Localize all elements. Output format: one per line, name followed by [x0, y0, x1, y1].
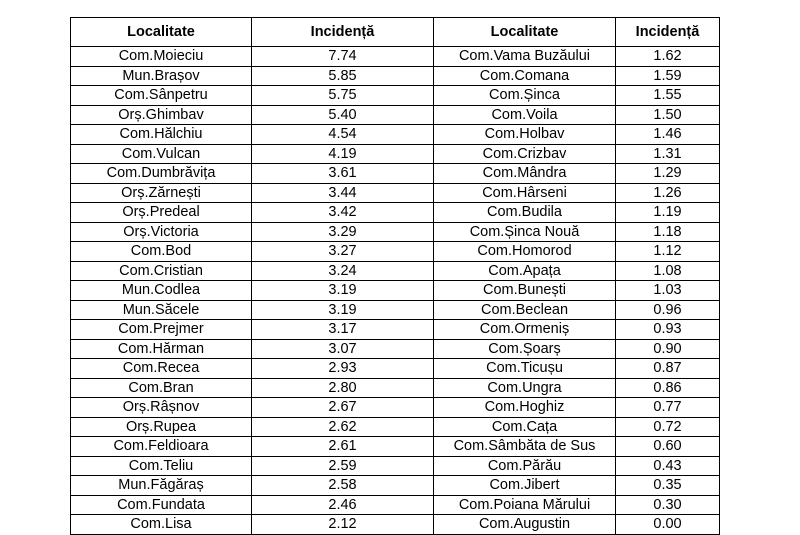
table-body-left [71, 47, 434, 535]
table-row [71, 164, 434, 184]
header-row [71, 18, 434, 47]
cell-incidenta: 1.18 [616, 222, 720, 242]
table-row [434, 144, 720, 164]
cell-incidenta: 2.80 [252, 378, 434, 398]
incidence-table-left [70, 17, 434, 535]
table-row [71, 125, 434, 145]
cell-incidenta: 2.46 [252, 495, 434, 515]
table-row [71, 86, 434, 106]
cell-incidenta: 3.61 [252, 164, 434, 184]
cell-localitate: Com.Hârseni [434, 183, 616, 203]
column-header-incidenta: Incidență [252, 18, 434, 47]
table-row [71, 222, 434, 242]
table-row [434, 203, 720, 223]
table-row [434, 300, 720, 320]
cell-incidenta: 3.29 [252, 222, 434, 242]
cell-incidenta: 0.43 [616, 456, 720, 476]
table-row [434, 66, 720, 86]
cell-localitate: Com.Apața [434, 261, 616, 281]
table-row [434, 183, 720, 203]
column-header-localitate: Localitate [434, 18, 616, 47]
cell-localitate: Com.Sâmbăta de Sus [434, 437, 616, 457]
column-header-localitate: Localitate [71, 18, 252, 47]
table-row [71, 476, 434, 496]
cell-localitate: Mun.Brașov [71, 66, 252, 86]
table-row [434, 105, 720, 125]
cell-incidenta: 3.42 [252, 203, 434, 223]
cell-incidenta: 0.90 [616, 339, 720, 359]
table-row [71, 203, 434, 223]
cell-localitate: Com.Voila [434, 105, 616, 125]
cell-incidenta: 3.07 [252, 339, 434, 359]
table-row [71, 242, 434, 262]
cell-incidenta: 3.44 [252, 183, 434, 203]
table-row [71, 515, 434, 535]
cell-incidenta: 0.30 [616, 495, 720, 515]
cell-localitate: Com.Hălchiu [71, 125, 252, 145]
cell-incidenta: 0.77 [616, 398, 720, 418]
cell-localitate: Com.Poiana Mărului [434, 495, 616, 515]
cell-localitate: Com.Vama Buzăului [434, 47, 616, 67]
cell-incidenta: 3.17 [252, 320, 434, 340]
cell-incidenta: 0.86 [616, 378, 720, 398]
cell-incidenta: 1.46 [616, 125, 720, 145]
cell-localitate: Com.Moieciu [71, 47, 252, 67]
table-row [434, 125, 720, 145]
column-header-incidenta: Incidență [616, 18, 720, 47]
table-row [71, 320, 434, 340]
cell-localitate: Com.Hoghiz [434, 398, 616, 418]
cell-incidenta: 0.35 [616, 476, 720, 496]
table-row [71, 66, 434, 86]
table-row [434, 261, 720, 281]
table-row [71, 437, 434, 457]
table-row [71, 281, 434, 301]
cell-localitate: Orș.Victoria [71, 222, 252, 242]
cell-incidenta: 0.93 [616, 320, 720, 340]
cell-localitate: Com.Sânpetru [71, 86, 252, 106]
cell-localitate: Com.Cristian [71, 261, 252, 281]
table-row [434, 339, 720, 359]
cell-incidenta: 5.75 [252, 86, 434, 106]
cell-incidenta: 7.74 [252, 47, 434, 67]
cell-localitate: Orș.Zărnești [71, 183, 252, 203]
table-row [71, 398, 434, 418]
cell-incidenta: 2.59 [252, 456, 434, 476]
cell-localitate: Com.Dumbrăvița [71, 164, 252, 184]
table-row [434, 47, 720, 67]
cell-localitate: Orș.Predeal [71, 203, 252, 223]
cell-incidenta: 1.55 [616, 86, 720, 106]
table-row [71, 495, 434, 515]
cell-localitate: Com.Budila [434, 203, 616, 223]
table-row [71, 339, 434, 359]
cell-localitate: Com.Ungra [434, 378, 616, 398]
cell-localitate: Com.Șinca [434, 86, 616, 106]
cell-incidenta: 2.62 [252, 417, 434, 437]
cell-localitate: Com.Șinca Nouă [434, 222, 616, 242]
cell-localitate: Com.Bunești [434, 281, 616, 301]
table-row [71, 47, 434, 67]
cell-localitate: Com.Augustin [434, 515, 616, 535]
cell-incidenta: 1.12 [616, 242, 720, 262]
cell-localitate: Com.Feldioara [71, 437, 252, 457]
header-row [434, 18, 720, 47]
cell-incidenta: 2.58 [252, 476, 434, 496]
cell-localitate: Com.Fundata [71, 495, 252, 515]
table-row [434, 456, 720, 476]
cell-localitate: Orș.Ghimbav [71, 105, 252, 125]
cell-incidenta: 1.29 [616, 164, 720, 184]
cell-localitate: Com.Ormeniș [434, 320, 616, 340]
table-row [434, 242, 720, 262]
table-row [71, 417, 434, 437]
cell-localitate: Com.Jibert [434, 476, 616, 496]
cell-incidenta: 2.12 [252, 515, 434, 535]
table-row [434, 222, 720, 242]
cell-incidenta: 2.67 [252, 398, 434, 418]
table-row [434, 398, 720, 418]
cell-localitate: Com.Lisa [71, 515, 252, 535]
cell-incidenta: 0.96 [616, 300, 720, 320]
cell-localitate: Com.Vulcan [71, 144, 252, 164]
table-row [434, 417, 720, 437]
cell-localitate: Com.Prejmer [71, 320, 252, 340]
cell-incidenta: 4.54 [252, 125, 434, 145]
cell-localitate: Com.Hărman [71, 339, 252, 359]
table-row [71, 378, 434, 398]
table-body-right [434, 47, 720, 535]
cell-incidenta: 1.31 [616, 144, 720, 164]
table-row [434, 281, 720, 301]
cell-incidenta: 0.72 [616, 417, 720, 437]
cell-incidenta: 3.24 [252, 261, 434, 281]
cell-incidenta: 2.61 [252, 437, 434, 457]
cell-incidenta: 3.27 [252, 242, 434, 262]
table-row [71, 456, 434, 476]
table-row [71, 300, 434, 320]
cell-incidenta: 2.93 [252, 359, 434, 379]
cell-localitate: Com.Homorod [434, 242, 616, 262]
cell-incidenta: 5.85 [252, 66, 434, 86]
cell-localitate: Com.Șoarș [434, 339, 616, 359]
table-row [71, 261, 434, 281]
cell-localitate: Com.Beclean [434, 300, 616, 320]
table-row [71, 105, 434, 125]
cell-localitate: Com.Mândra [434, 164, 616, 184]
cell-localitate: Mun.Codlea [71, 281, 252, 301]
cell-incidenta: 1.62 [616, 47, 720, 67]
cell-localitate: Com.Recea [71, 359, 252, 379]
cell-localitate: Com.Teliu [71, 456, 252, 476]
cell-incidenta: 4.19 [252, 144, 434, 164]
cell-incidenta: 1.59 [616, 66, 720, 86]
cell-localitate: Orș.Râșnov [71, 398, 252, 418]
table-row [434, 378, 720, 398]
table-row [434, 495, 720, 515]
table-row [434, 164, 720, 184]
cell-incidenta: 3.19 [252, 300, 434, 320]
cell-incidenta: 1.19 [616, 203, 720, 223]
cell-localitate: Com.Bran [71, 378, 252, 398]
cell-incidenta: 5.40 [252, 105, 434, 125]
cell-localitate: Com.Comana [434, 66, 616, 86]
cell-localitate: Com.Cața [434, 417, 616, 437]
cell-incidenta: 1.03 [616, 281, 720, 301]
table-row [71, 359, 434, 379]
cell-localitate: Com.Bod [71, 242, 252, 262]
cell-incidenta: 3.19 [252, 281, 434, 301]
table-row [434, 437, 720, 457]
cell-localitate: Mun.Făgăraș [71, 476, 252, 496]
table-row [434, 86, 720, 106]
cell-localitate: Com.Ticușu [434, 359, 616, 379]
cell-localitate: Orș.Rupea [71, 417, 252, 437]
cell-incidenta: 0.60 [616, 437, 720, 457]
cell-incidenta: 1.26 [616, 183, 720, 203]
cell-localitate: Com.Holbav [434, 125, 616, 145]
table-row [71, 183, 434, 203]
cell-localitate: Com.Crizbav [434, 144, 616, 164]
incidence-table-right [433, 17, 720, 535]
table-row [434, 359, 720, 379]
cell-localitate: Com.Părău [434, 456, 616, 476]
table-row [434, 515, 720, 535]
cell-incidenta: 1.08 [616, 261, 720, 281]
cell-localitate: Mun.Săcele [71, 300, 252, 320]
table-row [71, 144, 434, 164]
cell-incidenta: 0.87 [616, 359, 720, 379]
cell-incidenta: 0.00 [616, 515, 720, 535]
cell-incidenta: 1.50 [616, 105, 720, 125]
table-row [434, 320, 720, 340]
table-row [434, 476, 720, 496]
